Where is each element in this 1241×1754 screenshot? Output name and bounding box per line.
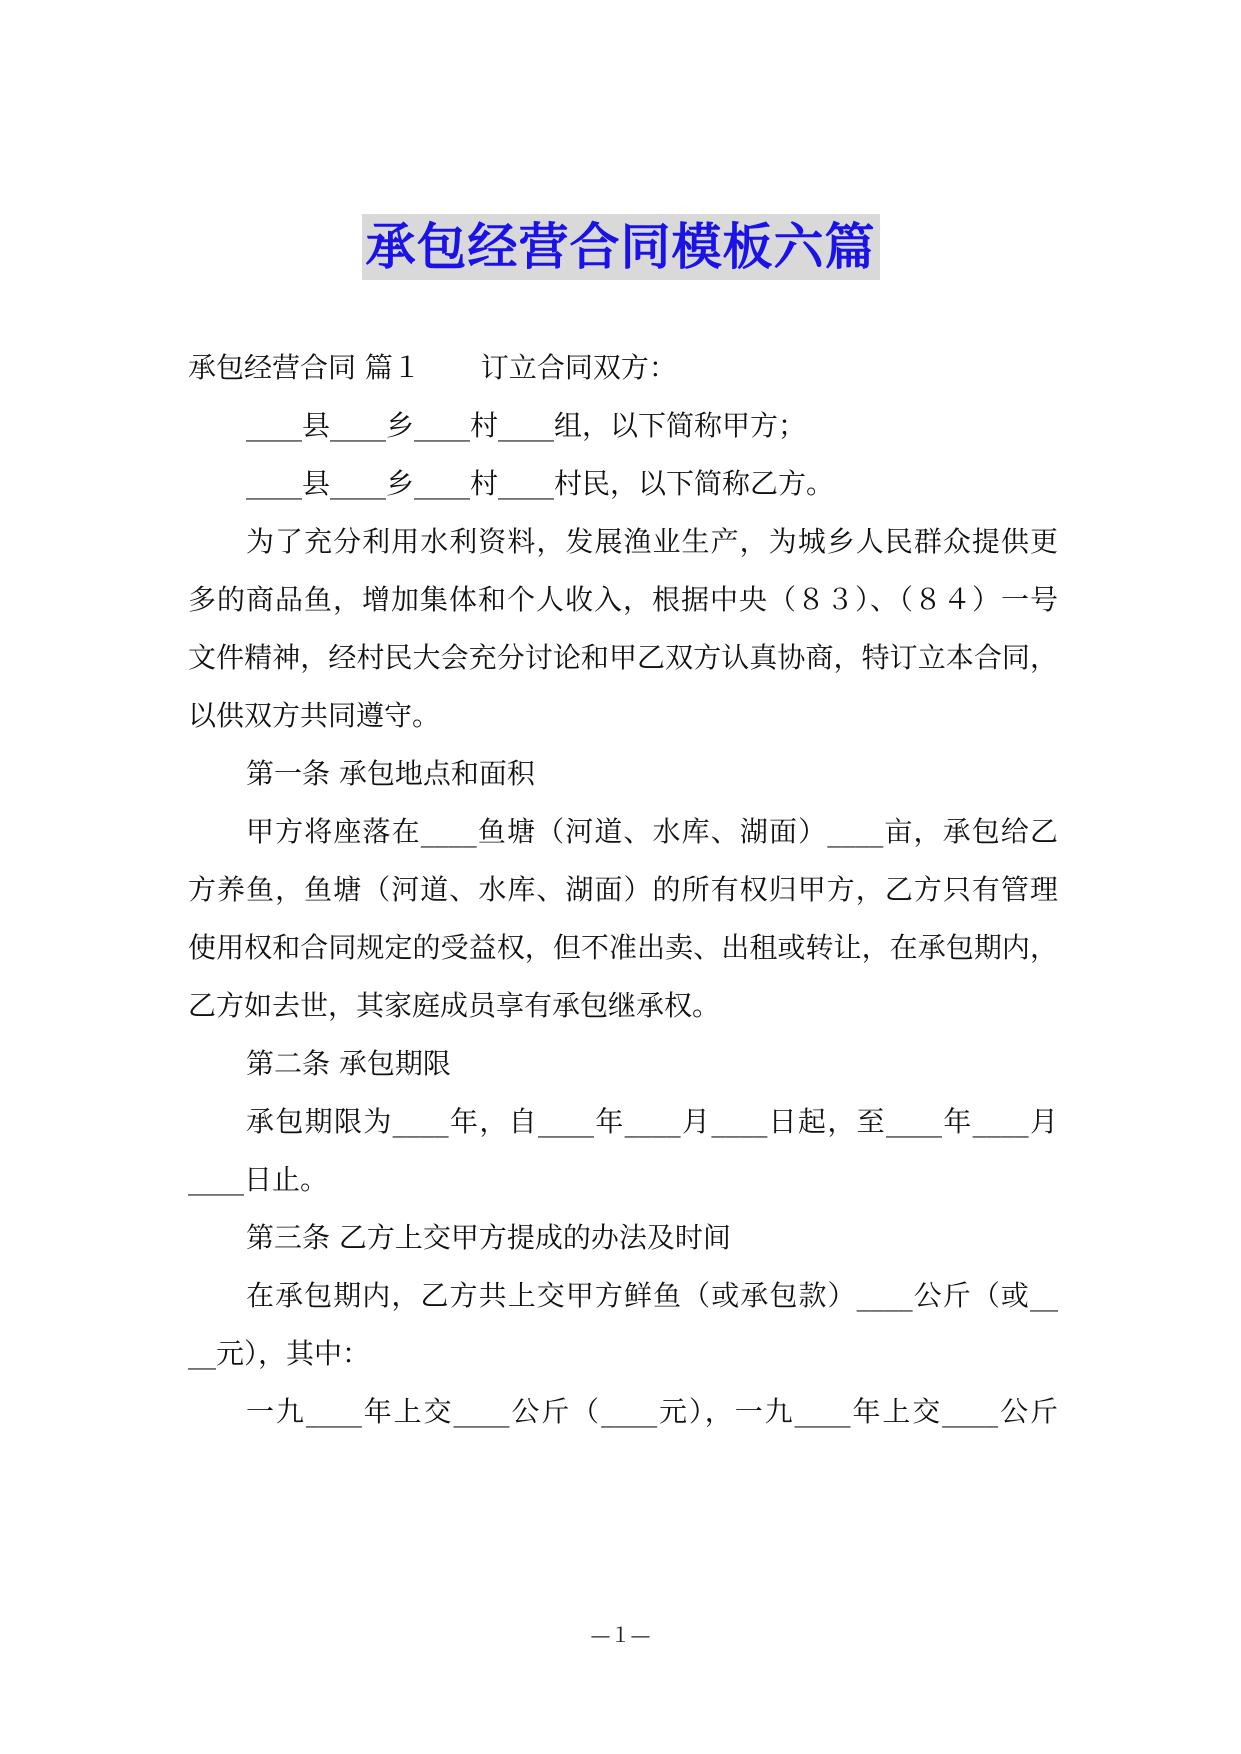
parties-heading: 订立合同双方：	[480, 351, 677, 384]
paragraph-line: 文件精神，经村民大会充分讨论和甲乙双方认真协商，特订立本合同，	[188, 641, 1058, 674]
paragraph-line: 使用权和合同规定的受益权，但不准出卖、出租或转让，在承包期内，	[188, 931, 1058, 964]
article-heading: 第三条 乙方上交甲方提成的办法及时间	[246, 1221, 731, 1254]
title-container	[0, 214, 1241, 280]
paragraph-line: 为了充分利用水利资料，发展渔业生产，为城乡人民群众提供更	[246, 525, 1058, 558]
document-title: 承包经营合同模板六篇	[362, 214, 880, 280]
paragraph-line: 方养鱼，鱼塘（河道、水库、湖面）的所有权归甲方，乙方只有管理	[188, 873, 1058, 906]
page-number: —１—	[590, 1623, 651, 1647]
paragraph-line: ____日止。	[188, 1163, 329, 1196]
paragraph-line: 多的商品鱼，增加集体和个人收入，根据中央（８３）、（８４）一号	[188, 583, 1058, 616]
paragraph-line: 一九____年上交____公斤（____元），一九____年上交____公斤	[246, 1395, 1058, 1428]
contract-heading-line	[188, 348, 1058, 388]
paragraph-line: 在承包期内，乙方共上交甲方鲜鱼（或承包款）____公斤（或__	[246, 1279, 1058, 1312]
paragraph-line: 承包期限为____年，自____年____月____日起，至____年____月	[246, 1105, 1058, 1138]
paragraph-line: 乙方如去世，其家庭成员享有承包继承权。	[188, 989, 721, 1022]
party-a-line: ____县____乡____村____组，以下简称甲方；	[246, 409, 807, 442]
contract-heading: 承包经营合同 篇１	[188, 351, 421, 384]
party-b-line: ____县____乡____村____村民，以下简称乙方。	[246, 467, 835, 500]
article-heading: 第二条 承包期限	[246, 1047, 451, 1080]
paragraph-line: 以供双方共同遵守。	[188, 699, 441, 732]
paragraph-line: 甲方将座落在____鱼塘（河道、水库、湖面）____亩，承包给乙	[246, 815, 1058, 848]
paragraph-line: __元），其中：	[188, 1337, 371, 1370]
article-heading: 第一条 承包地点和面积	[246, 757, 535, 790]
